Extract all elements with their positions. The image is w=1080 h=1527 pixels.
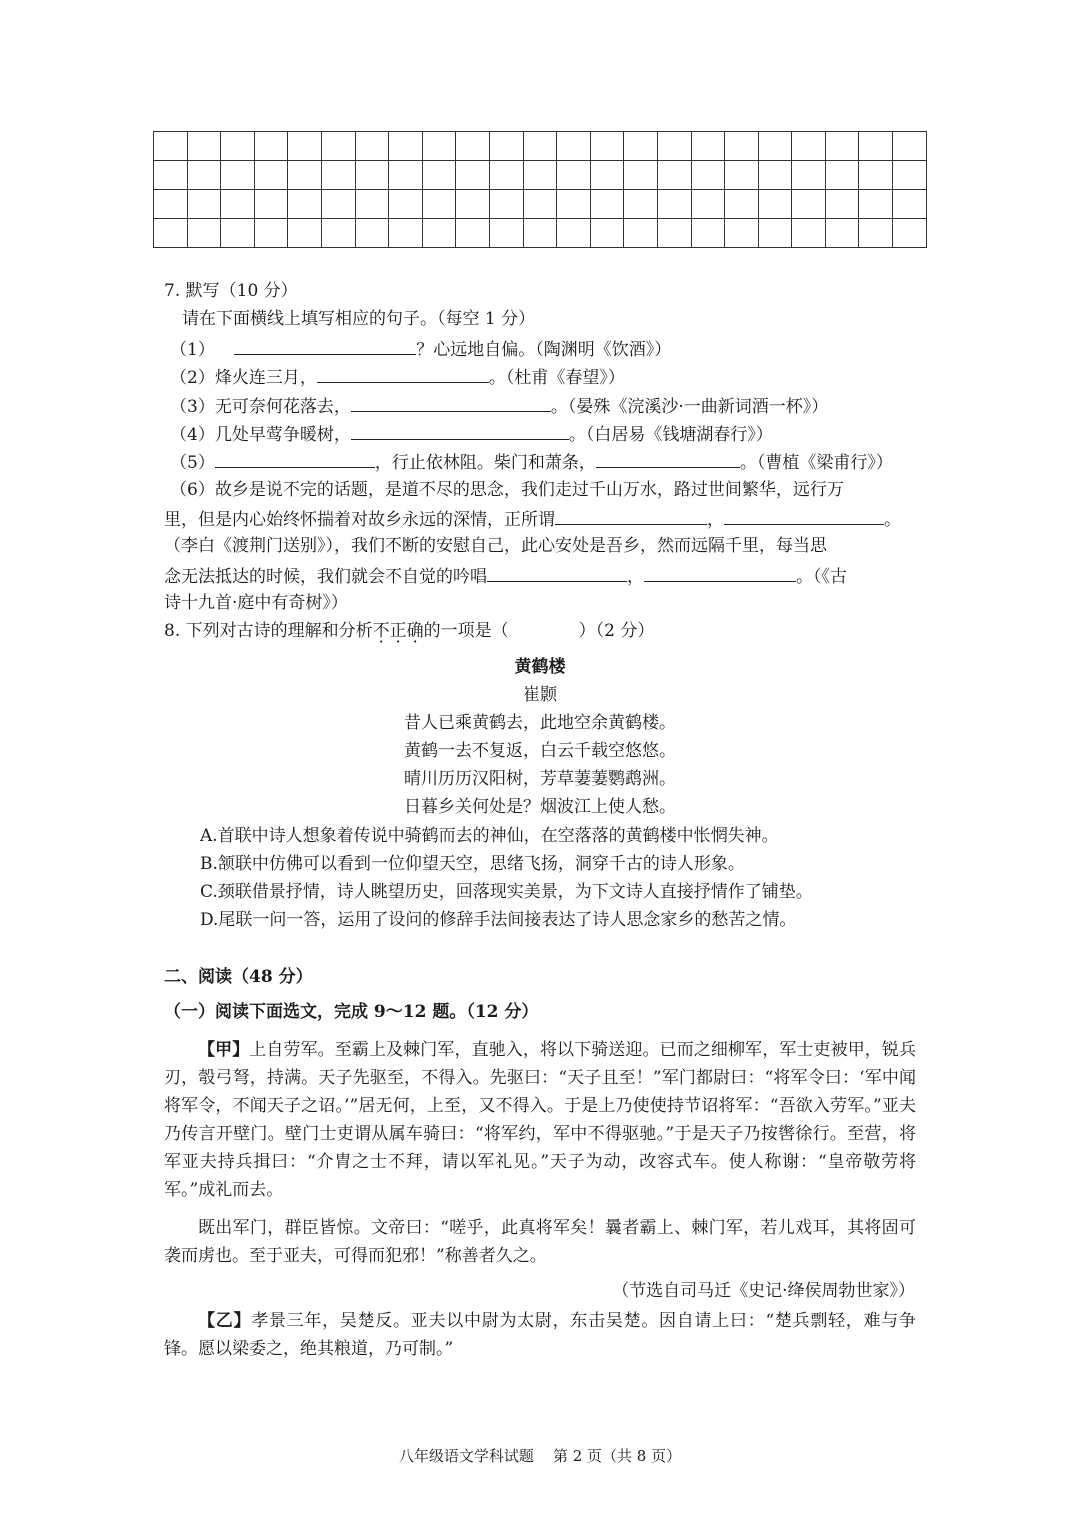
grid-cell[interactable] xyxy=(321,219,355,248)
q7-item-4: （4）几处早莺争暖树， 。（白居易《钱塘湖春行》） xyxy=(170,419,773,449)
grid-cell[interactable] xyxy=(691,161,725,190)
poem-author: 崔颢 xyxy=(523,685,557,705)
grid-cell[interactable] xyxy=(725,190,759,219)
grid-cell[interactable] xyxy=(657,190,691,219)
grid-cell[interactable] xyxy=(557,219,591,248)
grid-cell[interactable] xyxy=(859,219,893,248)
grid-cell[interactable] xyxy=(321,190,355,219)
grid-row xyxy=(154,219,927,248)
grid-cell[interactable] xyxy=(590,132,624,161)
grid-cell[interactable] xyxy=(792,132,826,161)
grid-cell[interactable] xyxy=(422,190,456,219)
grid-cell[interactable] xyxy=(825,161,859,190)
grid-cell[interactable] xyxy=(254,161,288,190)
poem-title: 黄鹤楼 xyxy=(514,657,566,677)
poem-line-3: 晴川历历汉阳树，芳草萋萋鹦鹉洲。 xyxy=(404,769,676,789)
grid-cell[interactable] xyxy=(456,161,490,190)
grid-cell[interactable] xyxy=(456,132,490,161)
grid-cell[interactable] xyxy=(489,132,523,161)
q7-item-1: （1） ？心远地自偏。（陶渊明《饮酒》） xyxy=(170,334,671,364)
poem-line-4: 日暮乡关何处是？烟波江上使人愁。 xyxy=(404,797,676,817)
grid-row xyxy=(154,161,927,190)
passage-yi-text: 孝景三年，吴楚反。亚夫以中尉为太尉，东击吴楚。因自请上曰：“楚兵剽轻，难与争锋。愿以梁委之，绝其粮道，乃可制。” xyxy=(164,1311,916,1359)
passage-yi xyxy=(164,1307,916,1363)
grid-cell[interactable] xyxy=(187,219,221,248)
passage-yi-label: 【乙】 xyxy=(198,1311,252,1331)
passage-source: （节选自司马迁《史记·绛侯周勃世家》） xyxy=(612,1281,915,1301)
grid-cell[interactable] xyxy=(691,190,725,219)
grid-cell[interactable] xyxy=(288,190,322,219)
q7-item-2: （2）烽火连三月， 。（杜甫《春望》） xyxy=(170,362,625,392)
q7-item-6-line3: （李白《渡荆门送别》），我们不断的安慰自己，此心安处是吾乡，然而远隔千里，每当思 xyxy=(164,536,827,556)
grid-cell[interactable] xyxy=(523,132,557,161)
emphasis-text xyxy=(373,621,424,641)
grid-row xyxy=(154,190,927,219)
grid-cell[interactable] xyxy=(288,161,322,190)
grid-cell[interactable] xyxy=(825,190,859,219)
answer-blank-5a[interactable] xyxy=(215,447,375,468)
grid-cell[interactable] xyxy=(154,132,188,161)
passage-jia-2: 既出军门，群臣皆惊。文帝曰：“嗟乎，此真将军矣！曩者霸上、棘门军，若儿戏耳，其将固可袭而虏也。至于亚夫，可得而犯邪！”称善者久之。 xyxy=(164,1218,916,1266)
grid-cell[interactable] xyxy=(859,132,893,161)
grid-cell[interactable] xyxy=(859,161,893,190)
grid-cell[interactable] xyxy=(758,219,792,248)
section-2-subtitle: （一）阅读下面选文，完成 9～12 题。（12 分） xyxy=(164,1002,539,1022)
grid-cell[interactable] xyxy=(792,190,826,219)
grid-cell[interactable] xyxy=(389,219,423,248)
grid-cell[interactable] xyxy=(657,219,691,248)
answer-blank-6c[interactable] xyxy=(487,561,627,582)
grid-cell[interactable] xyxy=(254,190,288,219)
q7-title: 7. 默写（10 分） xyxy=(164,281,298,301)
grid-cell[interactable] xyxy=(254,132,288,161)
option-b: B.颔联中仿佛可以看到一位仰望天空，思绪飞扬，洞穿千古的诗人形象。 xyxy=(200,854,745,874)
q7-item-6-line2: 里，但是内心始终怀揣着对故乡永远的深情，正所谓 ， 。 xyxy=(164,504,901,534)
grid-cell[interactable] xyxy=(288,219,322,248)
q7-item-6-line5: 诗十九首·庭中有奇树》） xyxy=(164,593,348,613)
grid-cell[interactable] xyxy=(389,132,423,161)
grid-cell[interactable] xyxy=(624,219,658,248)
grid-cell[interactable] xyxy=(758,190,792,219)
grid-cell[interactable] xyxy=(288,132,322,161)
grid-cell[interactable] xyxy=(725,132,759,161)
grid-cell[interactable] xyxy=(489,190,523,219)
grid-cell[interactable] xyxy=(489,161,523,190)
poem-line-2: 黄鹤一去不复返，白云千载空悠悠。 xyxy=(404,741,676,761)
grid-row xyxy=(154,132,927,161)
grid-cell[interactable] xyxy=(657,161,691,190)
poem-line-1: 昔人已乘黄鹤去，此地空余黄鹤楼。 xyxy=(404,713,676,733)
q7-item-6-line1: （6）故乡是说不完的话题，是道不尽的思念，我们走过千山万水，路过世间繁华，远行万 xyxy=(170,480,844,500)
grid-cell[interactable] xyxy=(557,190,591,219)
grid-cell[interactable] xyxy=(691,132,725,161)
q7-item-3: （3）无可奈何花落去， 。（晏殊《浣溪沙·一曲新词酒一杯》） xyxy=(170,391,828,421)
grid-cell[interactable] xyxy=(590,190,624,219)
grid-cell[interactable] xyxy=(456,190,490,219)
grid-cell[interactable] xyxy=(221,190,255,219)
grid-cell[interactable] xyxy=(590,161,624,190)
grid-cell[interactable] xyxy=(523,161,557,190)
answer-blank-6b[interactable] xyxy=(724,504,884,525)
grid-cell[interactable] xyxy=(221,219,255,248)
grid-cell[interactable] xyxy=(321,132,355,161)
grid-cell[interactable] xyxy=(893,219,927,248)
grid-cell[interactable] xyxy=(590,219,624,248)
grid-cell[interactable] xyxy=(725,161,759,190)
passage-jia-label: 【甲】 xyxy=(198,1040,250,1060)
section-2-title: 二、阅读（48 分） xyxy=(164,967,313,987)
grid-cell[interactable] xyxy=(355,190,389,219)
answer-blank-6d[interactable] xyxy=(644,561,796,582)
grid-cell[interactable] xyxy=(825,132,859,161)
grid-cell[interactable] xyxy=(154,219,188,248)
grid-cell[interactable] xyxy=(422,219,456,248)
answer-blank-5b[interactable] xyxy=(596,447,740,468)
grid-cell[interactable] xyxy=(825,219,859,248)
page-footer: 八年级语文学科试题 第 2 页（共 8 页） xyxy=(398,1447,682,1465)
grid-cell[interactable] xyxy=(691,219,725,248)
grid-cell[interactable] xyxy=(893,161,927,190)
q7-item-5: （5） ，行止依林阻。柴门和萧条， 。（曹植《梁甫行》） xyxy=(170,447,893,477)
q8-title: 8. 下列对古诗的理解和分析不正确的一项是（ ）（2 分） xyxy=(164,621,655,641)
grid-cell[interactable] xyxy=(893,132,927,161)
grid-cell[interactable] xyxy=(355,161,389,190)
grid-cell[interactable] xyxy=(557,132,591,161)
grid-cell[interactable] xyxy=(859,190,893,219)
grid-cell[interactable] xyxy=(624,132,658,161)
grid-cell[interactable] xyxy=(489,219,523,248)
grid-cell[interactable] xyxy=(321,161,355,190)
writing-grid xyxy=(153,131,927,248)
grid-cell[interactable] xyxy=(456,219,490,248)
grid-cell[interactable] xyxy=(187,132,221,161)
answer-blank-4[interactable] xyxy=(351,419,569,440)
grid-cell[interactable] xyxy=(221,161,255,190)
answer-blank-2[interactable] xyxy=(317,362,489,383)
grid-cell[interactable] xyxy=(893,190,927,219)
emphasis-char: 确 xyxy=(406,621,424,641)
grid-cell[interactable] xyxy=(624,161,658,190)
answer-blank-3[interactable] xyxy=(351,391,551,412)
emphasis-char: 正 xyxy=(389,621,407,641)
grid-cell[interactable] xyxy=(422,132,456,161)
grid-cell[interactable] xyxy=(725,219,759,248)
grid-cell[interactable] xyxy=(355,132,389,161)
q7-item-6-line4: 念无法抵达的时候，我们就会不自觉的吟唱 ， 。（《古 xyxy=(164,561,847,591)
grid-cell[interactable] xyxy=(221,132,255,161)
grid-cell[interactable] xyxy=(792,219,826,248)
grid-cell[interactable] xyxy=(187,190,221,219)
answer-blank-6a[interactable] xyxy=(555,504,707,525)
grid-cell[interactable] xyxy=(422,161,456,190)
grid-cell[interactable] xyxy=(154,190,188,219)
passage-jia-text: 上自劳军。至霸上及棘门军，直驰入，将以下骑送迎。已而之细柳军，军士吏被甲，锐兵刃，彀弓弩，持满。天子先驱至，不得入。先驱曰：“天子且至！”军门都尉曰：“将军令曰：‘军中闻将军令，不闻天子之诏。’”居无何，上至，又不得入。于是上乃使使持节诏将军：“吾欲入劳军。”亚夫乃传言开壁门。壁门士吏谓从属车骑曰：“将军约，军中不得驱驰。”于是天子乃按辔徐行。至营，将军亚夫持兵揖曰：“介胄之士不拜，请以军礼见。”天子为动，改容式车。使人称谢：“皇帝敬劳将军。”成礼而去。 xyxy=(164,1040,917,1200)
grid-cell[interactable] xyxy=(758,132,792,161)
answer-blank-1[interactable] xyxy=(234,334,416,355)
grid-cell[interactable] xyxy=(657,132,691,161)
emphasis-char: 不 xyxy=(372,621,390,641)
grid-cell[interactable] xyxy=(523,190,557,219)
grid-cell[interactable] xyxy=(355,219,389,248)
option-c: C.颈联借景抒情，诗人眺望历史，回落现实美景，为下文诗人直接抒情作了铺垫。 xyxy=(200,882,813,902)
grid-cell[interactable] xyxy=(624,190,658,219)
q7-instruction: 请在下面横线上填写相应的句子。（每空 1 分） xyxy=(182,309,536,329)
grid-cell[interactable] xyxy=(758,161,792,190)
grid-cell[interactable] xyxy=(523,219,557,248)
grid-cell[interactable] xyxy=(254,219,288,248)
grid-cell[interactable] xyxy=(557,161,591,190)
option-a: A.首联中诗人想象着传说中骑鹤而去的神仙，在空落落的黄鹤楼中怅惘失神。 xyxy=(200,826,779,846)
passage-jia xyxy=(164,1036,916,1204)
grid-cell[interactable] xyxy=(389,190,423,219)
grid-cell[interactable] xyxy=(187,161,221,190)
grid-cell[interactable] xyxy=(154,161,188,190)
grid-cell[interactable] xyxy=(792,161,826,190)
grid-cell[interactable] xyxy=(389,161,423,190)
option-d: D.尾联一问一答，运用了设问的修辞手法间接表达了诗人思念家乡的愁苦之情。 xyxy=(200,910,797,930)
